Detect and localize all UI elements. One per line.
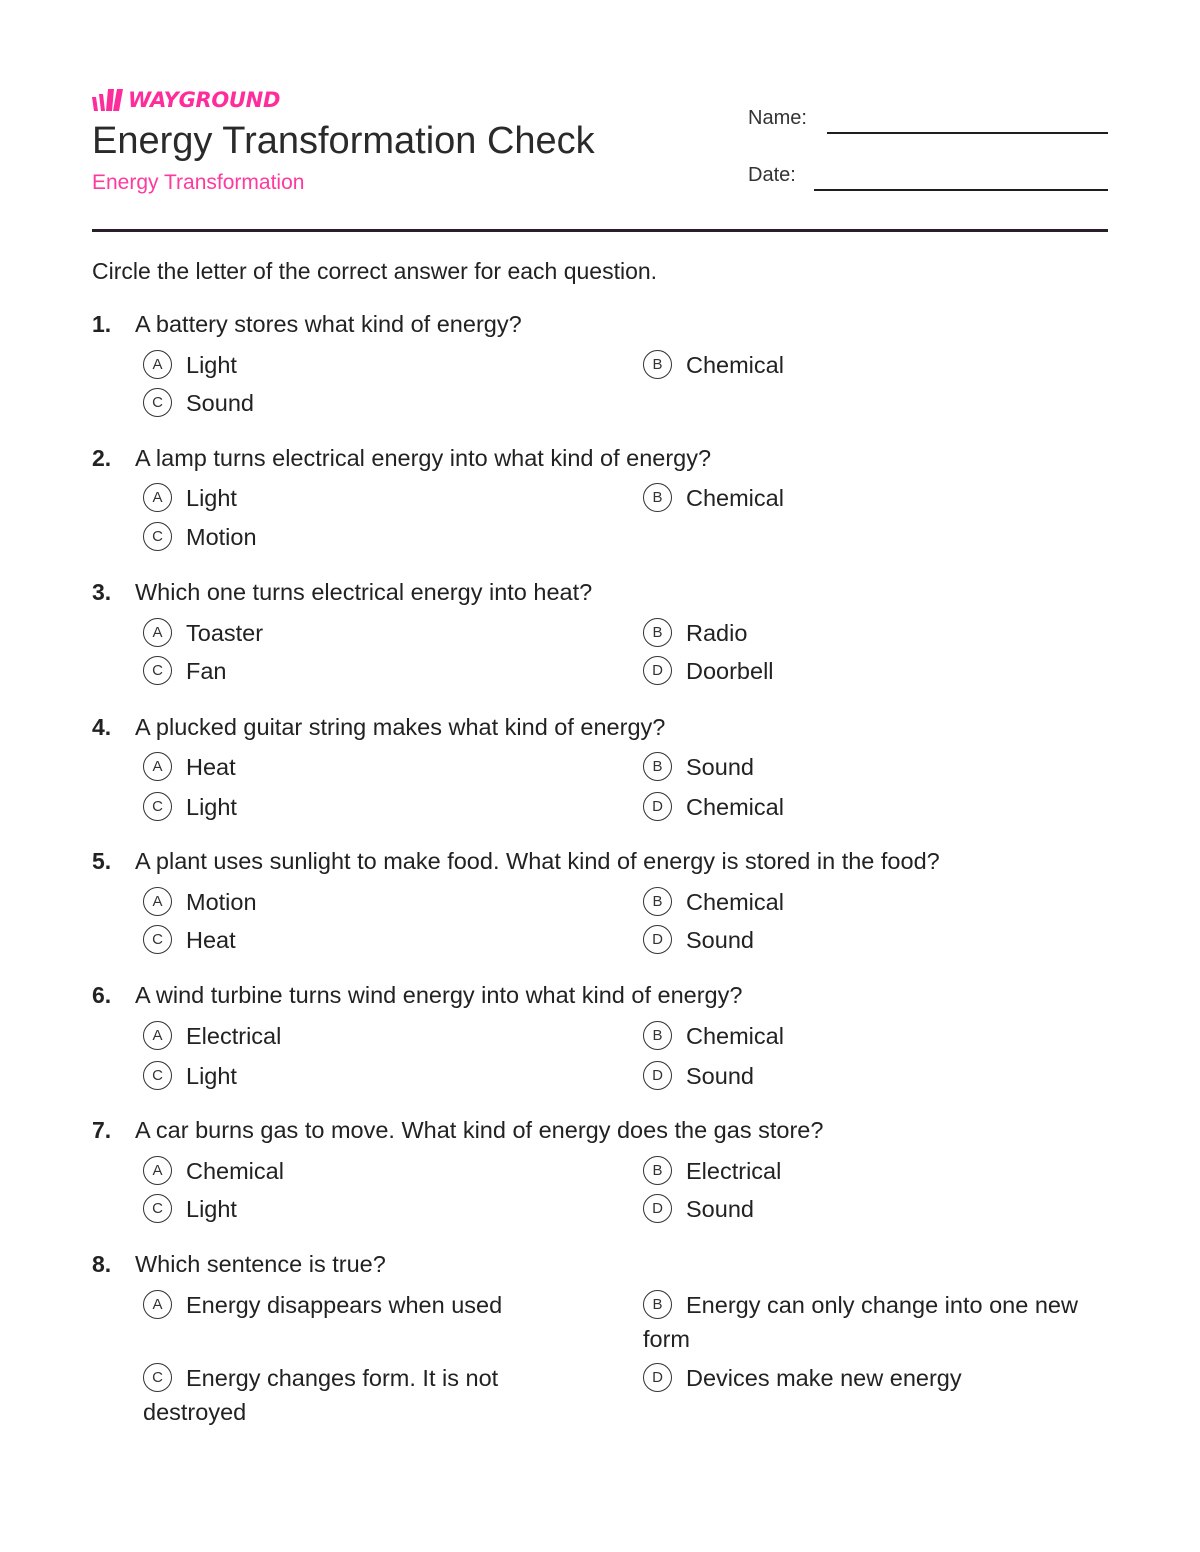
option-text: Chemical xyxy=(686,1023,784,1049)
option-b[interactable] xyxy=(643,616,1113,650)
option-text: Light xyxy=(186,794,237,820)
question-number: 3. xyxy=(92,579,112,605)
question-6 xyxy=(92,980,1108,1090)
option-text: Electrical xyxy=(686,1158,782,1184)
option-b[interactable] xyxy=(643,1154,1113,1188)
question-text: A plant uses sunlight to make food. What kind of energy is stored in the food? xyxy=(135,848,940,874)
option-b[interactable] xyxy=(643,750,1113,784)
choice-circle-icon[interactable]: C xyxy=(143,388,172,417)
choice-circle-icon[interactable]: A xyxy=(143,752,172,781)
option-text: Sound xyxy=(186,390,254,416)
question-number: 8. xyxy=(92,1251,112,1277)
choice-circle-icon[interactable]: C xyxy=(143,1194,172,1223)
choice-circle-icon[interactable]: A xyxy=(143,350,172,379)
question-8 xyxy=(92,1249,1108,1429)
option-b[interactable] xyxy=(643,885,1113,919)
question-text: A plucked guitar string makes what kind of energy? xyxy=(135,714,666,740)
choice-circle-icon[interactable]: D xyxy=(643,1194,672,1223)
option-text: Sound xyxy=(686,754,754,780)
choice-circle-icon[interactable]: A xyxy=(143,1290,172,1319)
option-c[interactable] xyxy=(143,1059,583,1093)
page-title: Energy Transformation Check xyxy=(92,120,595,162)
option-text: Motion xyxy=(186,524,257,550)
option-b[interactable] xyxy=(643,348,1113,382)
choice-circle-icon[interactable]: C xyxy=(143,1363,172,1392)
question-number: 5. xyxy=(92,848,112,874)
option-a[interactable] xyxy=(143,1288,583,1322)
option-d[interactable] xyxy=(643,1361,1113,1395)
option-a[interactable] xyxy=(143,616,583,650)
question-5 xyxy=(92,846,1108,956)
option-c[interactable] xyxy=(143,923,583,957)
option-text: Light xyxy=(186,1063,237,1089)
option-b[interactable] xyxy=(643,1019,1113,1053)
choice-circle-icon[interactable]: A xyxy=(143,1021,172,1050)
option-text: Chemical xyxy=(686,794,784,820)
option-text: Electrical xyxy=(186,1023,282,1049)
option-d[interactable] xyxy=(643,1059,1113,1093)
option-text: Chemical xyxy=(686,485,784,511)
question-4 xyxy=(92,712,1108,822)
choice-circle-icon[interactable]: C xyxy=(143,656,172,685)
option-a[interactable] xyxy=(143,885,583,919)
question-1 xyxy=(92,309,1108,419)
option-a[interactable] xyxy=(143,1154,583,1188)
choice-circle-icon[interactable]: C xyxy=(143,1061,172,1090)
option-text: Devices make new energy xyxy=(686,1365,962,1391)
choice-circle-icon[interactable]: B xyxy=(643,1290,672,1319)
option-b[interactable] xyxy=(643,1288,1113,1356)
option-a[interactable] xyxy=(143,481,583,515)
question-number: 7. xyxy=(92,1117,112,1143)
choice-circle-icon[interactable]: D xyxy=(643,925,672,954)
question-7 xyxy=(92,1115,1108,1225)
question-number: 2. xyxy=(92,445,112,471)
question-2 xyxy=(92,443,1108,553)
page-subtitle: Energy Transformation xyxy=(92,171,305,194)
option-text: Chemical xyxy=(686,889,784,915)
question-text: A car burns gas to move. What kind of energy does the gas store? xyxy=(135,1117,824,1143)
option-text: Heat xyxy=(186,927,236,953)
name-field[interactable] xyxy=(827,132,1108,134)
choice-circle-icon[interactable]: B xyxy=(643,350,672,379)
choice-circle-icon[interactable]: B xyxy=(643,483,672,512)
choice-circle-icon[interactable]: D xyxy=(643,792,672,821)
option-text: Light xyxy=(186,1196,237,1222)
choice-circle-icon[interactable]: A xyxy=(143,618,172,647)
date-label: Date: xyxy=(748,164,796,186)
choice-circle-icon[interactable]: A xyxy=(143,1156,172,1185)
choice-circle-icon[interactable]: B xyxy=(643,1021,672,1050)
choice-circle-icon[interactable]: D xyxy=(643,1363,672,1392)
brand-name: WAYGROUND xyxy=(128,88,281,112)
choice-circle-icon[interactable]: A xyxy=(143,887,172,916)
choice-circle-icon[interactable]: B xyxy=(643,752,672,781)
option-text: Sound xyxy=(686,1196,754,1222)
choice-circle-icon[interactable]: B xyxy=(643,1156,672,1185)
question-number: 1. xyxy=(92,311,112,337)
option-text: Chemical xyxy=(186,1158,284,1184)
option-text: Light xyxy=(186,352,237,378)
option-text: Fan xyxy=(186,658,227,684)
date-field[interactable] xyxy=(814,189,1108,191)
option-a[interactable] xyxy=(143,348,583,382)
option-c[interactable] xyxy=(143,654,583,688)
option-a[interactable] xyxy=(143,1019,583,1053)
question-number: 4. xyxy=(92,714,112,740)
brand-logo xyxy=(92,88,280,112)
option-text: Heat xyxy=(186,754,236,780)
option-text: Motion xyxy=(186,889,257,915)
wayground-logo-icon xyxy=(92,89,124,111)
option-b[interactable] xyxy=(643,481,1113,515)
option-text: Chemical xyxy=(686,352,784,378)
choice-circle-icon[interactable]: C xyxy=(143,925,172,954)
choice-circle-icon[interactable]: C xyxy=(143,792,172,821)
option-d[interactable] xyxy=(643,654,1113,688)
option-d[interactable] xyxy=(643,1192,1113,1226)
name-label: Name: xyxy=(748,107,807,129)
option-text: Sound xyxy=(686,1063,754,1089)
option-d[interactable] xyxy=(643,790,1113,824)
option-text: Light xyxy=(186,485,237,511)
choice-circle-icon[interactable]: B xyxy=(643,618,672,647)
option-c[interactable] xyxy=(143,386,583,420)
question-3 xyxy=(92,577,1108,687)
question-number: 6. xyxy=(92,982,112,1008)
option-text: Energy changes form. It is not destroyed xyxy=(143,1365,499,1425)
option-text: Toaster xyxy=(186,620,264,646)
header-divider xyxy=(92,229,1108,232)
choice-circle-icon[interactable]: D xyxy=(643,1061,672,1090)
choice-circle-icon[interactable]: B xyxy=(643,887,672,916)
option-text: Doorbell xyxy=(686,658,774,684)
choice-circle-icon[interactable]: A xyxy=(143,483,172,512)
question-text: Which one turns electrical energy into heat? xyxy=(135,579,593,605)
option-a[interactable] xyxy=(143,750,583,784)
option-text: Energy can only change into one new form xyxy=(643,1292,1078,1352)
option-d[interactable] xyxy=(643,923,1113,957)
option-c[interactable] xyxy=(143,1361,523,1429)
question-text: A wind turbine turns wind energy into what kind of energy? xyxy=(135,982,743,1008)
option-c[interactable] xyxy=(143,790,583,824)
option-c[interactable] xyxy=(143,520,583,554)
question-text: Which sentence is true? xyxy=(135,1251,386,1277)
choice-circle-icon[interactable]: D xyxy=(643,656,672,685)
choice-circle-icon[interactable]: C xyxy=(143,522,172,551)
question-text: A lamp turns electrical energy into what kind of energy? xyxy=(135,445,712,471)
question-text: A battery stores what kind of energy? xyxy=(135,311,522,337)
instructions: Circle the letter of the correct answer for each question. xyxy=(92,258,658,284)
option-c[interactable] xyxy=(143,1192,583,1226)
option-text: Radio xyxy=(686,620,748,646)
option-text: Energy disappears when used xyxy=(186,1292,503,1318)
option-text: Sound xyxy=(686,927,754,953)
